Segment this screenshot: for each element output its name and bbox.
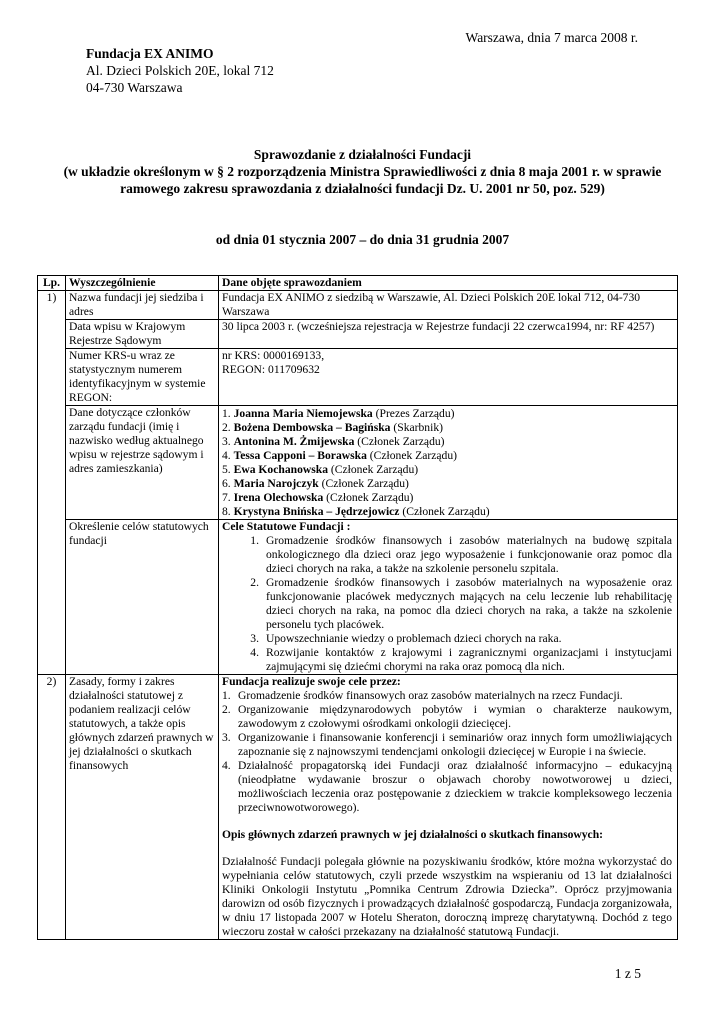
means-list [222, 689, 674, 815]
board-member-name: Antonina M. Żmijewska [233, 435, 355, 448]
board-member [222, 421, 674, 435]
label-krs-number: Numer KRS-u wraz ze statystycznym numerem identyfikacyjnym w systemie REGON: [66, 349, 219, 406]
report-title [60, 146, 665, 197]
krs-number: nr KRS: 0000169133, [222, 349, 325, 362]
goal-text: Gromadzenie środków finansowych i zasobów materialnych na budowę szpitala onkologicznego dla dzieci oraz jego wyposażenie i funkcjonowanie oraz pomoc dla dzieci chorych na raka, a także na szkolenie personelu szpitala. [266, 534, 672, 575]
list-item [222, 731, 674, 759]
list-item [222, 632, 674, 646]
organization-address-line2: 04-730 Warszawa [86, 80, 183, 95]
report-title-legal-basis: (w układzie określonym w § 2 rozporządzenia Ministra Sprawiedliwości z dnia 8 maja 2001 r. w sprawie ramowego zakresu sprawozdania z działalności fundacji Dz. U. 2001 nr 50, poz. 529) [63, 164, 662, 196]
board-member-role: (Członek Zarządu) [402, 505, 490, 518]
report-period: od dnia 01 stycznia 2007 – do dnia 31 grudnia 2007 [215, 232, 510, 247]
board-member-role: (Członek Zarządu) [321, 477, 409, 490]
value-krs-date: 30 lipca 2003 r. (wcześniejsza rejestracja w Rejestrze fundacji 22 czerwca1994, nr: RF 4257) [219, 320, 678, 349]
events-text: Działalność Fundacji polegała głównie na pozyskiwaniu środków, które można wykorzystać do wypełniania celów statutowych, czyli przede wszystkim na wspieraniu od 13 lat działalności Kliniki Onkologii Instytutu „Pomnika Centrum Zdrowia Dziecka”. Oprócz przyjmowania darowizn od osób fizycznych i prowadzących działalność gospodarczą, Fundacja zorganizowała, w dniu 17 listopada 2007 w Hotelu Sheraton, doroczną imprezę charytatywną. Dochód z tego wieczoru został w całości przekazany na działalność statutową Fundacji. [222, 855, 672, 938]
report-title-main: Sprawozdanie z działalności Fundacji [253, 147, 472, 162]
means-number: 3. [222, 731, 231, 744]
organization-name: Fundacja EX ANIMO [86, 46, 214, 61]
goal-text: Rozwijanie kontaktów z krajowymi i zagranicznymi organizacjami i instytucjami zajmującymi się dziećmi chorymi na raka oraz pomocą dla nich. [266, 646, 672, 673]
value-board-members [219, 406, 678, 520]
board-member [222, 435, 674, 449]
board-member [222, 505, 674, 519]
value-activity-scope [219, 675, 678, 940]
label-statutory-goals: Określenie celów statutowych fundacji [66, 520, 219, 675]
board-member-number: 5. [222, 463, 231, 476]
goals-title: Cele Statutowe Fundacji : [222, 520, 351, 533]
board-member-name: Krystyna Bnińska – Jędrzejowicz [233, 505, 400, 518]
board-member-role: (Prezes Zarządu) [375, 407, 455, 420]
board-member-number: 8. [222, 505, 231, 518]
goal-number: 2. [250, 576, 259, 589]
board-member [222, 491, 674, 505]
page-number: 1 z 5 [614, 966, 641, 981]
table-row [38, 406, 678, 520]
table-row [38, 291, 678, 320]
organization-block [86, 45, 274, 96]
board-member-name: Ewa Kochanowska [233, 463, 328, 476]
means-text: Organizowanie międzynarodowych pobytów i wymian o charakterze naukowym, zawodowym z czołowymi ośrodkami onkologii dziecięcej. [238, 703, 672, 730]
organization-address-line1: Al. Dzieci Polskich 20E, lokal 712 [86, 63, 274, 78]
means-text: Działalność propagatorską idei Fundacji oraz działalność informacyjno – edukacyjną (nieodpłatne wydawanie broszur o objawach choroby nowotworowej u dzieci, możliwościach leczenia oraz postępowanie z dzieckiem w trakcie kompleksowego leczenia przeciwnowotworowego). [238, 759, 672, 814]
board-member-role: (Członek Zarządu) [369, 449, 458, 462]
label-activity-scope: Zasady, formy i zakres działalności statutowej z podaniem realizacji celów statutowych, a także opis głównych zdarzeń prawnych w jej działalności o skutkach finansowych [66, 675, 219, 940]
document-date: Warszawa, dnia 7 marca 2008 r. [465, 30, 638, 45]
label-foundation-name: Nazwa fundacji jej siedziba i adres [66, 291, 219, 320]
board-member-name: Bożena Dembowska – Bagińska [233, 421, 391, 434]
value-foundation-name: Fundacja EX ANIMO z siedzibą w Warszawie, Al. Dzieci Polskich 20E lokal 712, 04-730 Warszawa [219, 291, 678, 320]
goal-number: 1. [250, 534, 259, 547]
list-item [222, 759, 674, 815]
board-member-name: Joanna Maria Niemojewska [233, 407, 373, 420]
means-title: Fundacja realizuje swoje cele przez: [222, 675, 401, 688]
board-member [222, 477, 674, 491]
board-member-role: (Członek Zarządu) [326, 491, 414, 504]
board-member-role: (Członek Zarządu) [357, 435, 445, 448]
board-member-number: 4. [222, 449, 231, 462]
board-member [222, 449, 674, 463]
means-number: 2. [222, 703, 231, 716]
report-table [37, 275, 678, 940]
value-statutory-goals [219, 520, 678, 675]
board-member-role: (Skarbnik) [393, 421, 443, 434]
table-row [38, 520, 678, 675]
board-member-name: Maria Narojczyk [233, 477, 319, 490]
board-member-number: 6. [222, 477, 231, 490]
goal-number: 4. [250, 646, 259, 659]
table-row [38, 320, 678, 349]
table-row [38, 349, 678, 406]
goal-text: Gromadzenie środków finansowych i zasobów materialnych na wyposażenie oraz funkcjonowanie placówek medycznych mających na celu leczenie lub rehabilitację dzieci chorych na raka, na pomoc dla dzieci chorych na raka, a także na szkolenie personelu tych placówek. [266, 576, 672, 631]
value-krs-number [219, 349, 678, 406]
events-title: Opis głównych zdarzeń prawnych w jej działalności o skutkach finansowych: [222, 828, 604, 841]
goal-text: Upowszechnianie wiedzy o problemach dzieci chorych na raka. [266, 632, 562, 645]
table-row [38, 675, 678, 940]
header-description: Wyszczególnienie [66, 276, 219, 291]
header-lp: Lp. [38, 276, 66, 291]
list-item [222, 576, 674, 632]
header-data: Dane objęte sprawozdaniem [219, 276, 678, 291]
board-member-number: 3. [222, 435, 231, 448]
board-member [222, 463, 674, 477]
board-member-number: 1. [222, 407, 231, 420]
row-number: 2) [38, 675, 66, 940]
board-member-role: (Członek Zarządu) [330, 463, 419, 476]
goals-list [222, 534, 674, 674]
row-number: 1) [38, 291, 66, 675]
means-text: Organizowanie i finansowanie konferencji i seminariów oraz innych form umożliwiających zapoznanie się z najnowszymi tendencjami onkologii dziecięcej w Europie i na świecie. [238, 731, 672, 758]
means-text: Gromadzenie środków finansowych oraz zasobów materialnych na rzecz Fundacji. [238, 689, 623, 702]
board-member [222, 407, 674, 421]
board-member-number: 7. [222, 491, 231, 504]
means-number: 1. [222, 689, 231, 702]
label-krs-date: Data wpisu w Krajowym Rejestrze Sądowym [66, 320, 219, 349]
board-member-name: Tessa Capponi – Borawska [233, 449, 367, 462]
means-number: 4. [222, 759, 231, 772]
list-item [222, 534, 674, 576]
list-item [222, 689, 674, 703]
table-header-row [38, 276, 678, 291]
regon-number: REGON: 011709632 [222, 363, 320, 376]
list-item [222, 703, 674, 731]
label-board-members: Dane dotyczące członków zarządu fundacji (imię i nazwisko według aktualnego wpisu w rejestrze sądowym i adres zamieszkania) [66, 406, 219, 520]
board-member-number: 2. [222, 421, 231, 434]
list-item [222, 646, 674, 674]
goal-number: 3. [250, 632, 259, 645]
board-member-list [222, 407, 674, 519]
board-member-name: Irena Olechowska [233, 491, 324, 504]
